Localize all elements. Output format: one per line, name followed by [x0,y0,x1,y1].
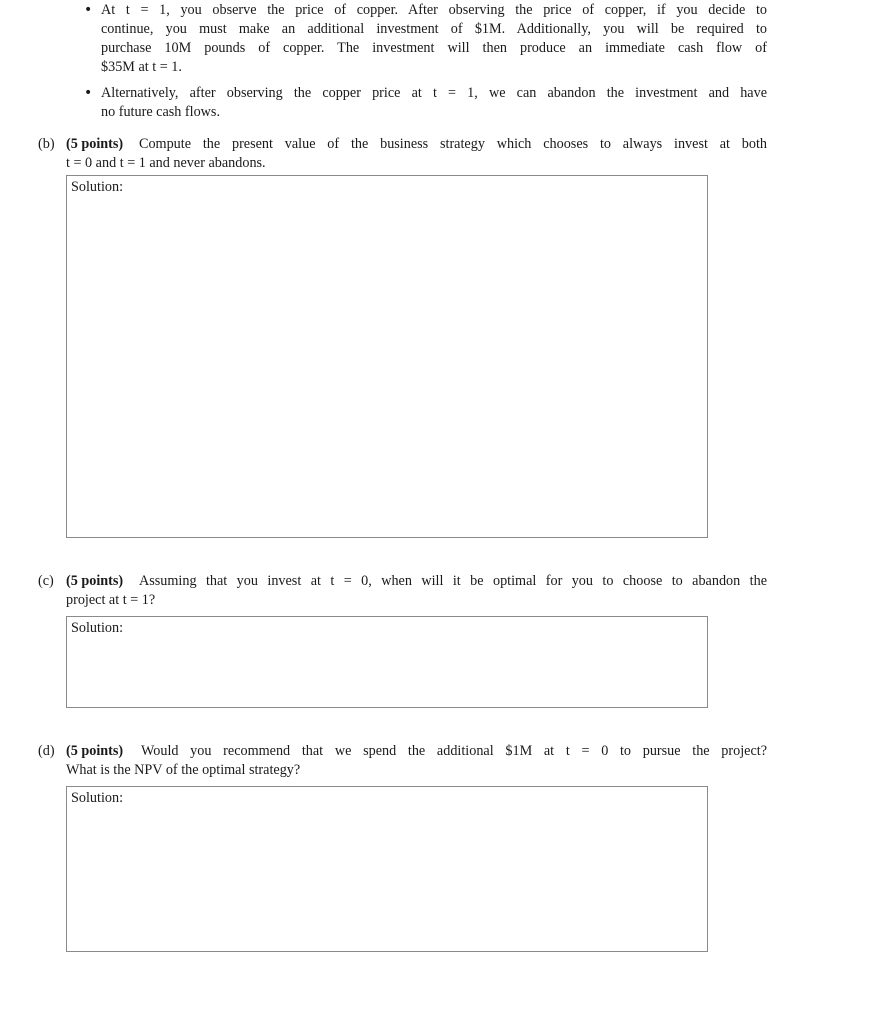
solution-box-c[interactable] [66,616,708,708]
question-b-line-1: Compute the present value of the business strategy which chooses to always invest at both [139,136,767,152]
bullet-marker-2: • [84,85,93,101]
question-d-line-1: Would you recommend that we spend the additional $1M at t = 0 to pursue the project? [141,743,767,759]
bullet-2-line-1: Alternatively, after observing the copper price at t = 1, we can abandon the investment and have [101,85,767,101]
bullet-marker-1: • [84,2,93,18]
question-b-label: (b) [38,136,55,152]
bullet-1-line-2: continue, you must make an additional investment of $1M. Additionally, you will be required to [101,21,767,37]
bullet-1-line-4: $35M at t = 1. [101,59,182,75]
bullet-1-line-3: purchase 10M pounds of copper. The investment will then produce an immediate cash flow of [101,40,767,56]
solution-box-b[interactable] [66,175,708,538]
question-c-label: (c) [38,573,54,589]
question-d-label: (d) [38,743,55,759]
solution-label-c: Solution: [71,620,124,636]
question-c-line-1: Assuming that you invest at t = 0, when will it be optimal for you to choose to abandon the [139,573,767,589]
question-d-line-2: What is the NPV of the optimal strategy? [66,762,301,778]
question-d-points: (5 points) [66,743,124,759]
bullet-1-line-1: At t = 1, you observe the price of copper. After observing the price of copper, if you decide to [101,2,767,18]
bullet-2-line-2: no future cash flows. [101,104,220,120]
question-b-points: (5 points) [66,136,124,152]
solution-label-b: Solution: [71,179,124,195]
question-b-line-2: t = 0 and t = 1 and never abandons. [66,155,266,171]
solution-box-d[interactable] [66,786,708,952]
question-c-points: (5 points) [66,573,124,589]
solution-label-d: Solution: [71,790,124,806]
question-c-line-2: project at t = 1? [66,592,156,608]
